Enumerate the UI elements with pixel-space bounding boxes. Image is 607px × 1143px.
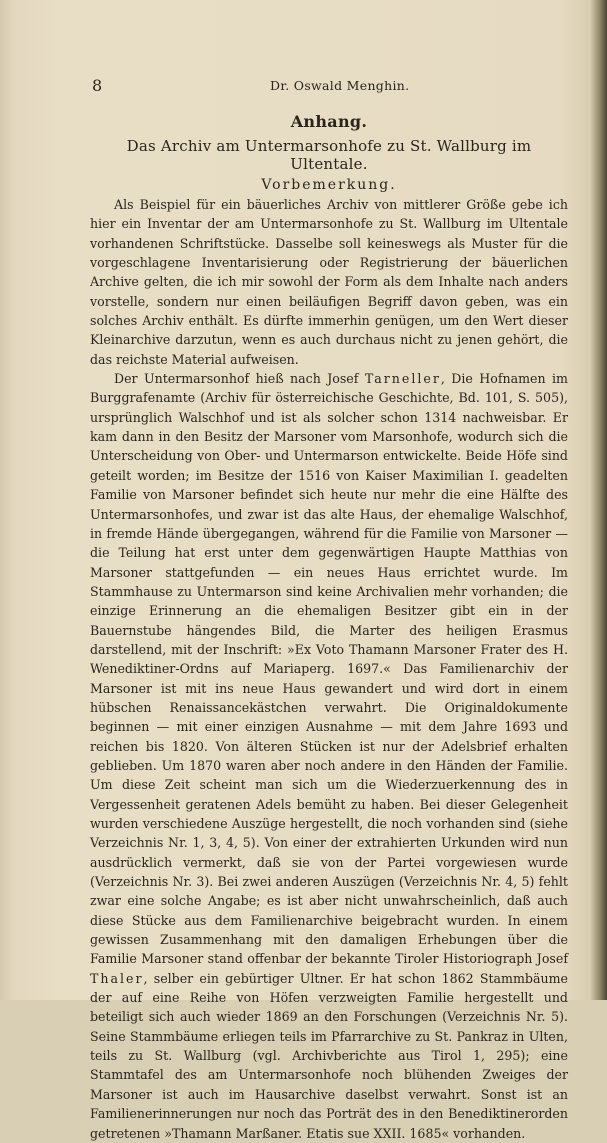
paragraph-1 bbox=[90, 195, 568, 369]
paragraph-text: , Die Hofnamen im Burggrafenamte (Archiv für österreichische Geschichte, Bd. 101, S. 505), ursprünglich Walschhof und ist als solcher schon 1314 nachweisbar. Er kam dann in den Besitz der Marsoner vom Marsonhofe, wodurch sich die Unterscheidung von Ober- und Untermarson entwickelte. Beide Höfe sind geteilt worden; im Besitze der 1516 von Kaiser Maximilian I. geadelten Familie von Marsoner befindet sich heute nur mehr die eine Hälfte des Untermarsonhofes, und zwar ist das alte Haus, der ehemalige Walschhof, in fremde Hände übergegangen, während für die Familie von Marsoner — die Teilung hat erst unter dem gegenwärtigen Haupte Matthias von Marsoner stattgefunden — ein neues Haus errichtet wurde. Im Stammhause zu Untermarson sind keine Archivalien mehr vorhanden; die einzige Erinnerung an die ehemaligen Besitzer gibt ein in der Bauernstube hängendes Bild, die Marter des heiligen Erasmus darstellend, mit der Inschrift: »Ex Voto Thamann Marsoner Frater des H. Wenediktiner-Ordns auf Mariaperg. 1697.« Das Familienarchiv der Marsoner ist mit ins neue Haus gewandert und wird dort in einem hübschen Renaissancekästchen verwahrt. Die Originaldokumente beginnen — mit einer einzigen Ausnahme — mit dem Jahre 1693 und reichen bis 1820. Von älteren Stücken ist nur der Adelsbrief erhalten geblieben. Um 1870 waren aber noch andere in den Händen der Familie. Um diese Zeit scheint man sich um die Wiederzuerkennung des in Vergessenheit geratenen Adels bemüht zu haben. Bei dieser Gelegenheit wurden verschiedene Auszüge hergestellt, die noch vorhanden sind (siehe Verzeichnis Nr. 1, 3, 4, 5). Von einer der extrahierten Urkunden wird nun ausdrücklich vermerkt, daß sie von der Partei vorgewiesen wurde (Verzeichnis Nr. 3). Bei zwei anderen Auszügen (Verzeichnis Nr. 4, 5) fehlt zwar eine solche Angabe; es ist aber nicht unwahrscheinlich, daß auch diese Stücke aus dem Familienarchive beigebracht wurden. In einem gewissen Zusammenhang mit den damaligen Erhebungen über die Familie Marsoner stand offenbar der bekannte Tiroler Historiograph Josef bbox=[90, 371, 568, 967]
body-text bbox=[90, 195, 568, 1143]
appendix-title: Anhang. bbox=[290, 112, 368, 131]
running-head: Dr. Oswald Menghin. bbox=[270, 78, 410, 93]
paragraph-text: Der Untermarsonhof hieß nach Josef bbox=[114, 371, 365, 387]
page-content bbox=[90, 112, 568, 1143]
preface-heading: Vorbemerkung. bbox=[261, 177, 397, 193]
paragraph-text: , selber ein gebürtiger Ultner. Er hat schon 1862 Stammbäume der auf eine Reihe von Höfen verzweigten Familie hergestellt und beteiligt sich auch wieder 1869 an den Forschungen (Verzeichnis Nr. 5). Seine Stammbäume erliegen teils im Pfarrarchive zu St. Pankraz in Ulten, teils zu St. Wallburg (vgl. Archivberichte aus Tirol 1, 295); eine Stammtafel des am Untermarsonhofe noch blühenden Zweiges der Marsoner ist auch im Hausarchive daselbst verwahrt. Sonst ist an Familienerinnerungen nur noch das Porträt des in den Benediktinerorden getretenen »Thamann Marßaner. Etatis sue XXII. 1685« vorhanden. bbox=[90, 970, 568, 1141]
author-name-thaler: Thaler bbox=[90, 970, 144, 986]
paragraph-2 bbox=[90, 369, 568, 1143]
page-header bbox=[92, 76, 567, 96]
paragraph-text: Als Beispiel für ein bäuerliches Archiv von mittlerer Größe gebe ich hier ein Inventar der am Untermarsonhofe zu St. Wallburg im Ultentale vorhandenen Schriftstücke. Dasselbe soll keineswegs als Muster für die vorgeschlagene Inventarisierung oder Registrierung der bäuerlichen Archive gelten, die ich mir sowohl der Form als dem Inhalte nach anders vorstelle, sondern nur einen beiläufigen Begriff davon geben, was ein solches Archiv enthält. Es dürfte immerhin genügen, um den Wert dieser Kleinarchive darzutun, wenn es auch durchaus nicht zu jenen gehört, die das reichste Material aufweisen. bbox=[90, 197, 568, 367]
document-title: Das Archiv am Untermarsonhofe zu St. Wallburg im Ultentale. bbox=[126, 137, 532, 173]
author-name-tarneller: Tarneller bbox=[364, 371, 441, 387]
page-number: 8 bbox=[92, 76, 103, 95]
